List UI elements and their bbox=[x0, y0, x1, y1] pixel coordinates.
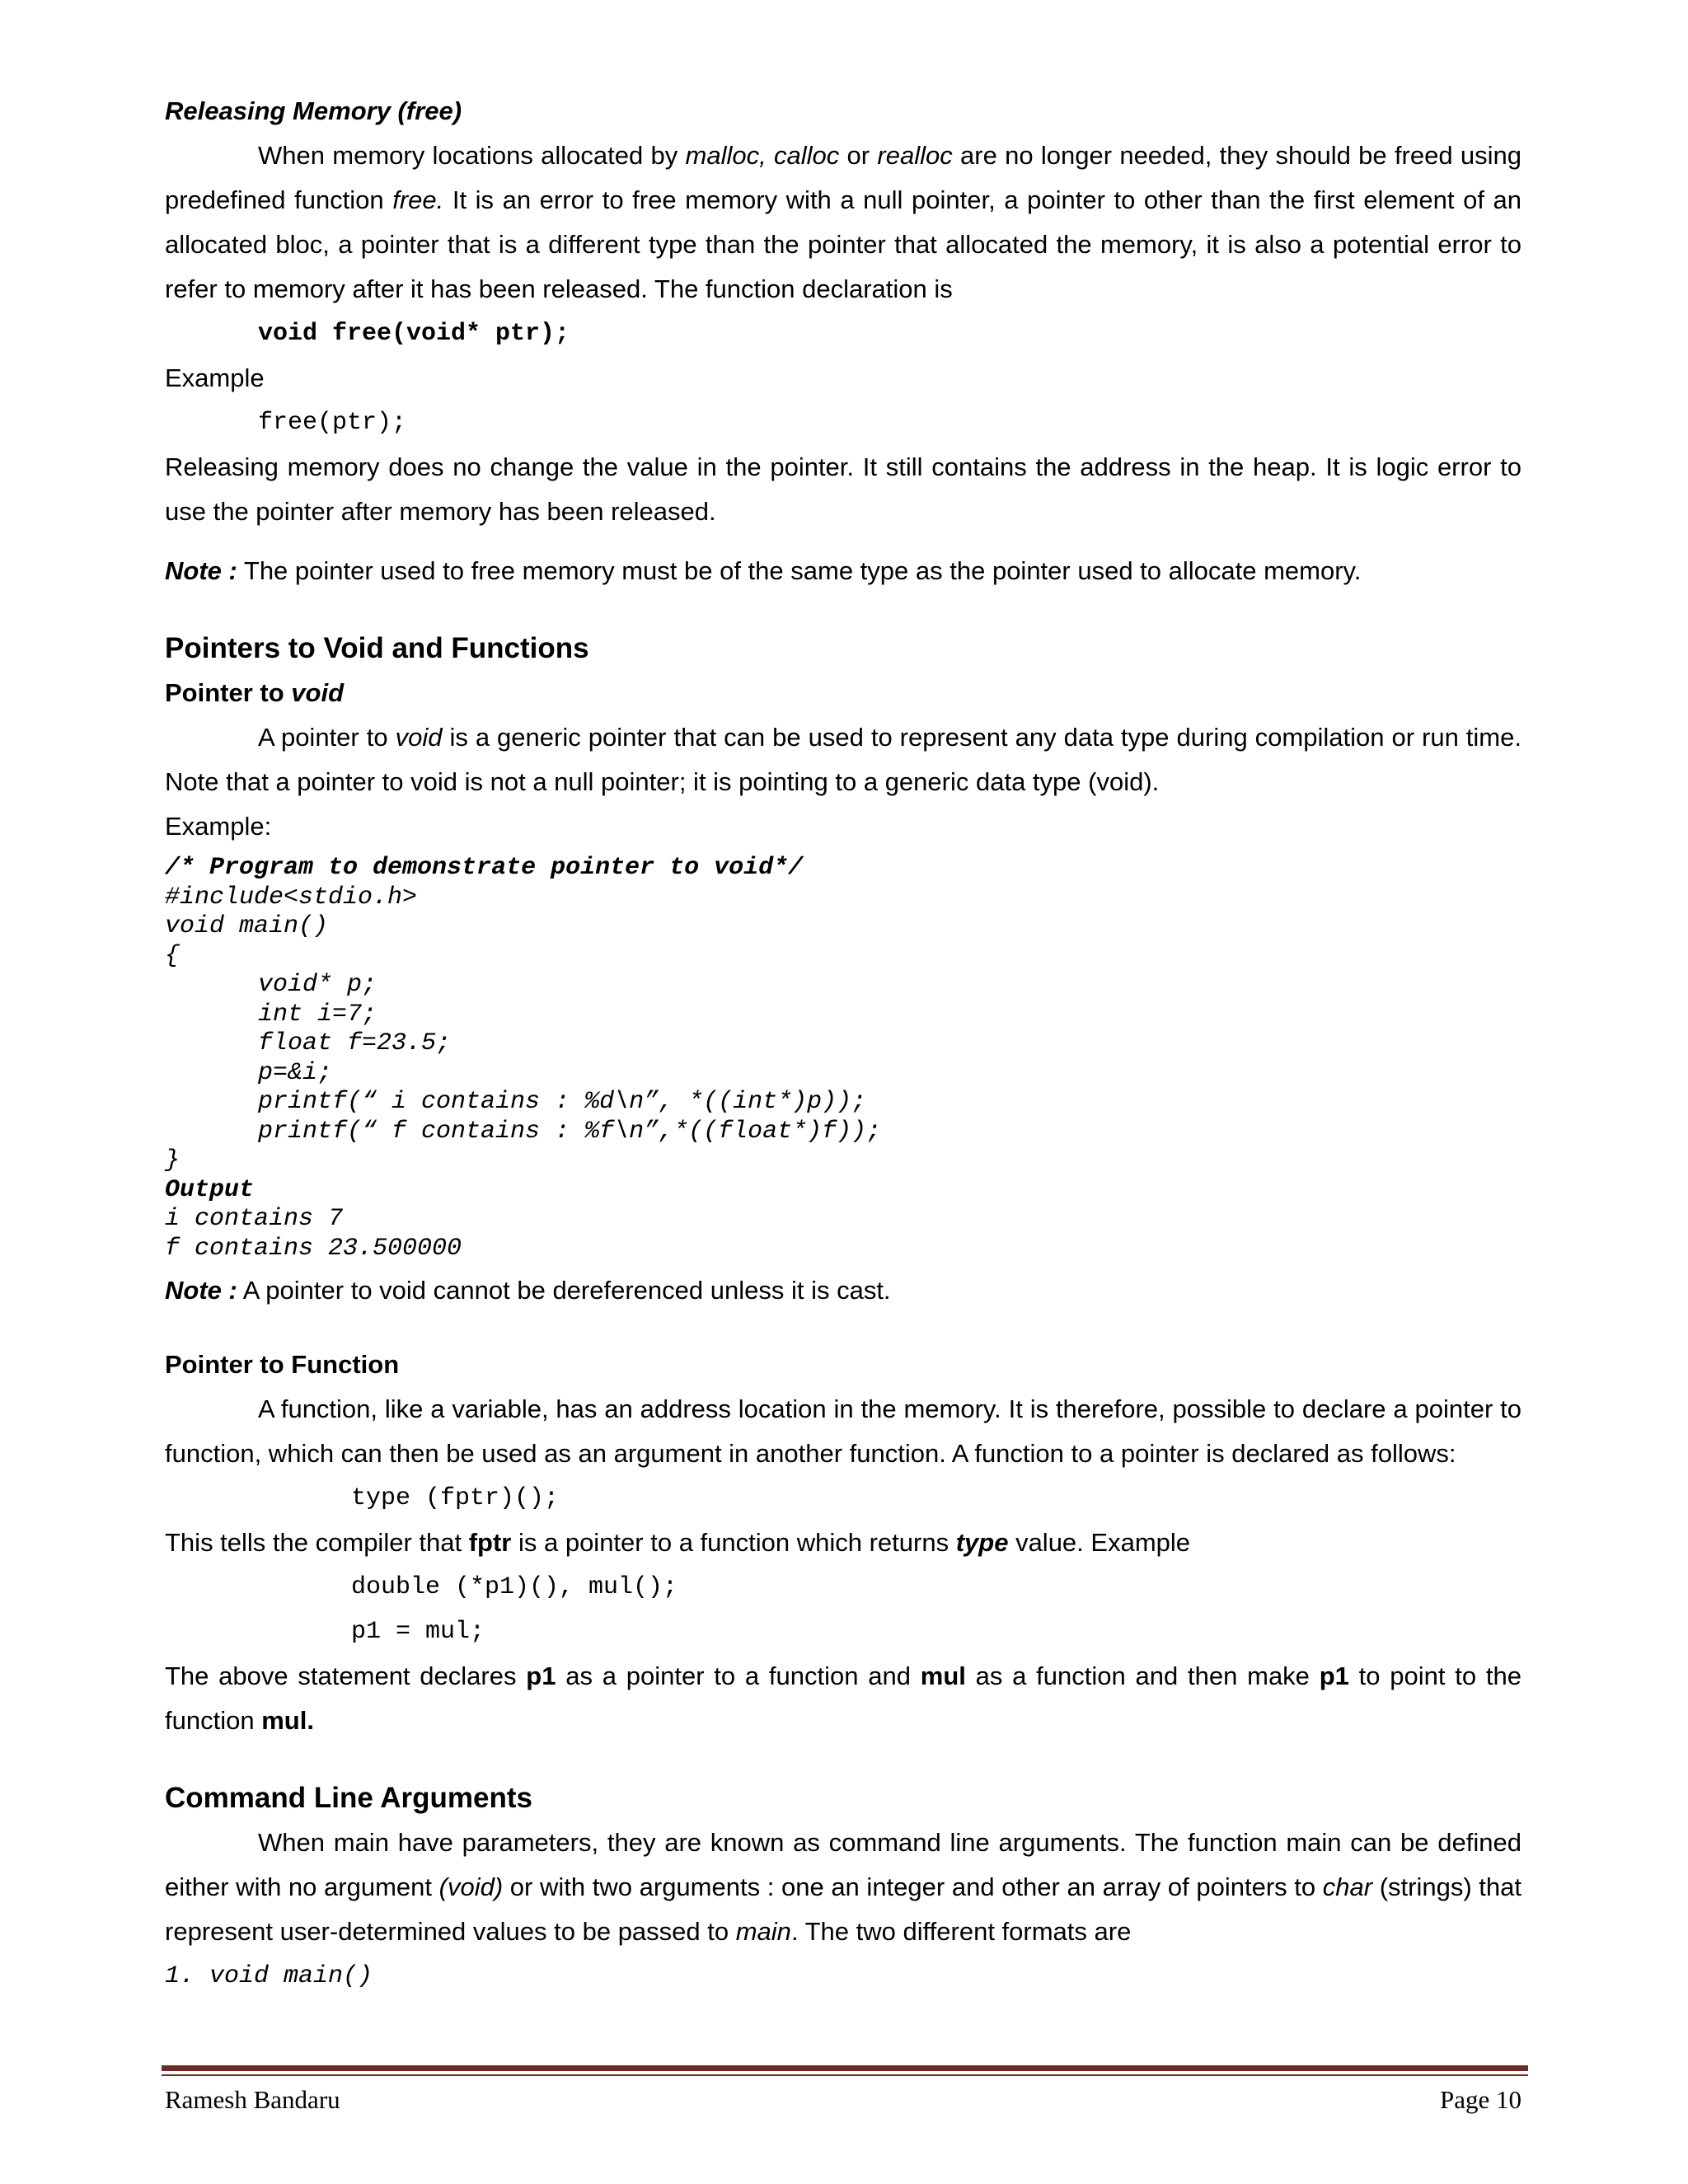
text-run: (strings) that represent user-determined values to be passed to bbox=[165, 1872, 1522, 1946]
note-text: The pointer used to free memory must be of the same type as the pointer used to allocate memory. bbox=[237, 556, 1362, 585]
output-line: f contains 23.500000 bbox=[165, 1234, 462, 1263]
text-run-bold: mul. bbox=[261, 1706, 314, 1735]
text-run-bold: mul bbox=[920, 1661, 966, 1690]
footer-rule-thick bbox=[162, 2065, 1528, 2071]
code-line: int i=7; bbox=[258, 1000, 377, 1029]
text-run-italic: void bbox=[291, 678, 345, 707]
subsection-title-function-pointer: Pointer to Function bbox=[165, 1350, 400, 1379]
subsection-title-void bbox=[165, 671, 1522, 715]
text-run: or bbox=[839, 141, 878, 170]
text-run: It is an error to free memory with a null pointer, a pointer to other than the first element of an allocated bloc, a pointer that is a different type than the pointer that allocated the memory, it is also a potential error to refer to memory after it has been released. The function declaration is bbox=[165, 185, 1522, 303]
paragraph-free-release: Releasing memory does no change the value in the pointer. It still contains the address in the heap. It is logic error to use the pointer after memory has been released. bbox=[165, 452, 1522, 526]
text-run: When main have parameters, they are known as command line arguments. The function main can be defined either with no argument bbox=[165, 1828, 1522, 1901]
code-line: p=&i; bbox=[258, 1058, 333, 1087]
function-pointer-example-code: double (*p1)(), mul(); bbox=[351, 1573, 678, 1601]
text-run: are no longer needed, they should be freed using predefined function bbox=[165, 141, 1522, 214]
text-run: as a pointer to a function and bbox=[556, 1661, 921, 1690]
note-text: A pointer to void cannot be dereferenced unless it is cast. bbox=[237, 1276, 891, 1305]
text-run-italic: free. bbox=[392, 185, 444, 214]
output-line: i contains 7 bbox=[165, 1205, 344, 1233]
text-run-italic: realloc bbox=[877, 141, 953, 170]
code-comment: /* Program to demonstrate pointer to void*/ bbox=[165, 854, 804, 882]
paragraph-void-intro bbox=[165, 715, 1522, 804]
code-line: #include<stdio.h> bbox=[165, 883, 418, 912]
spacer bbox=[165, 534, 1522, 549]
output-label: Output bbox=[165, 1175, 255, 1204]
text-run: . The two different formats are bbox=[790, 1917, 1132, 1946]
void-pointer-code-block bbox=[165, 854, 1522, 1263]
section-title-void-functions: Pointers to Void and Functions bbox=[165, 632, 589, 664]
code-line: } bbox=[165, 1146, 181, 1174]
text-run-italic: void bbox=[395, 723, 443, 752]
text-run-italic: main bbox=[735, 1917, 791, 1946]
text-run-bold: fptr bbox=[468, 1528, 512, 1557]
text-run-italic: char bbox=[1322, 1872, 1373, 1901]
text-run-italic: (void) bbox=[438, 1872, 504, 1901]
code-line: printf(“ i contains : %d\n”, *((int*)p)); bbox=[258, 1088, 867, 1116]
text-run: value. Example bbox=[1008, 1528, 1191, 1557]
code-line: printf(“ f contains : %f\n”,*((float*)f)); bbox=[258, 1117, 882, 1146]
footer-author: Ramesh Bandaru bbox=[165, 2085, 340, 2114]
page-content bbox=[165, 89, 1522, 1999]
text-run-italic: malloc, calloc bbox=[685, 141, 840, 170]
text-run-bold-italic: type bbox=[955, 1528, 1009, 1557]
text-run: is a generic pointer that can be used to represent any data type during compilation or run time. Note that a pointer to void is not a null pointer; it is pointing to a generic data type (void). bbox=[165, 723, 1522, 796]
text-run-bold: p1 bbox=[1319, 1661, 1349, 1690]
function-pointer-declaration-code: type (fptr)(); bbox=[351, 1484, 560, 1512]
section-title-free: Releasing Memory (free) bbox=[165, 96, 462, 125]
note-label: Note : bbox=[165, 1276, 237, 1305]
function-pointer-assign-code: p1 = mul; bbox=[351, 1618, 485, 1646]
code-line: void main() bbox=[165, 912, 329, 940]
example-label: Example bbox=[165, 363, 265, 392]
note-void bbox=[165, 1268, 1522, 1313]
example-label: Example: bbox=[165, 812, 272, 841]
text-run: The above statement declares bbox=[165, 1661, 527, 1690]
paragraph-function-pointer-intro: A function, like a variable, has an address location in the memory. It is therefore, possible to declare a pointer to function, which can then be used as an argument in another function. A function to a pointer is declared as follows: bbox=[165, 1394, 1522, 1468]
paragraph-fptr-explained bbox=[165, 1521, 1522, 1565]
text-run: When memory locations allocated by bbox=[258, 141, 686, 170]
code-line: { bbox=[165, 941, 181, 970]
note-label: Note : bbox=[165, 556, 237, 585]
free-example-code: free(ptr); bbox=[258, 409, 407, 437]
text-run-bold: p1 bbox=[526, 1661, 556, 1690]
footer-page-number: Page 10 bbox=[1439, 2085, 1522, 2114]
code-line: float f=23.5; bbox=[258, 1029, 452, 1057]
command-line-format-1-code: 1. void main() bbox=[165, 1962, 373, 1990]
page-footer bbox=[165, 2083, 1522, 2116]
note-free bbox=[165, 549, 1522, 593]
paragraph-function-pointer-summary bbox=[165, 1654, 1522, 1743]
footer-rule-thin bbox=[162, 2074, 1528, 2076]
text-run: A pointer to bbox=[258, 723, 396, 752]
text-run: to point to the function bbox=[165, 1661, 1522, 1735]
spacer bbox=[165, 1313, 1522, 1343]
text-run: as a function and then make bbox=[965, 1661, 1320, 1690]
paragraph-free-intro bbox=[165, 134, 1522, 312]
text-run: is a pointer to a function which returns bbox=[511, 1528, 956, 1557]
paragraph-command-line-intro bbox=[165, 1821, 1522, 1954]
section-title-command-line: Command Line Arguments bbox=[165, 1782, 532, 1814]
code-line: void* p; bbox=[258, 971, 377, 999]
text-run: or with two arguments : one an integer and other an array of pointers to bbox=[503, 1872, 1323, 1901]
free-declaration-code: void free(void* ptr); bbox=[258, 320, 570, 348]
text-run: Pointer to bbox=[165, 678, 292, 707]
text-run: This tells the compiler that bbox=[165, 1528, 469, 1557]
